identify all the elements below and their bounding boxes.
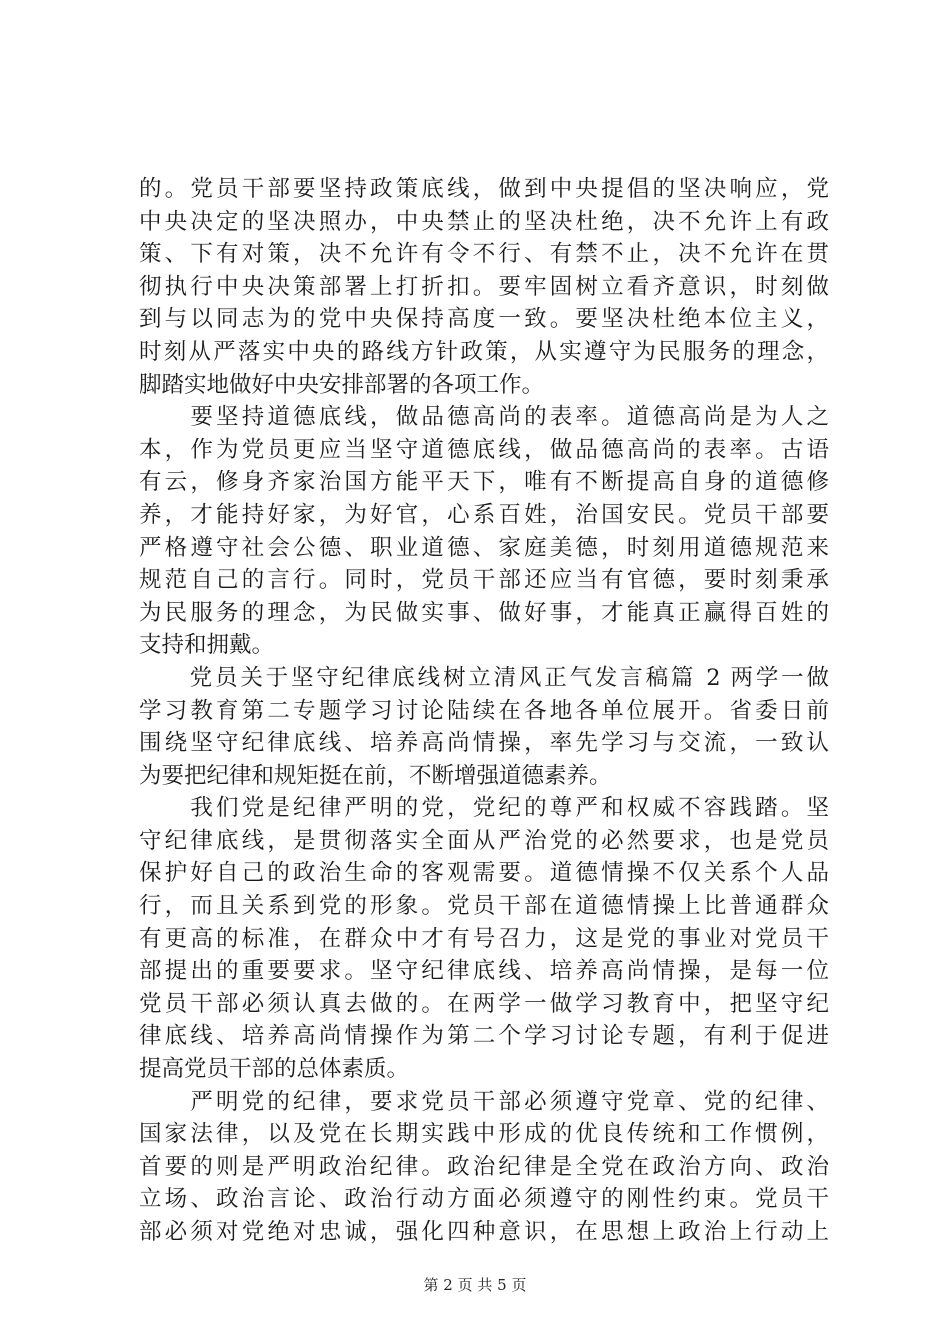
text-line: 时刻从严落实中央的路线方针政策，从实遵守为民服务的理念， — [139, 338, 829, 365]
text-line: 学习教育第二专题学习讨论陆续在各地各单位展开。省委日前 — [139, 697, 829, 724]
text-line: 律底线、培养高尚情操作为第二个学习讨论专题，有利于促进 — [139, 1023, 829, 1050]
text-line: 养，才能持好家，为好官，心系百姓，治国安民。党员干部要 — [139, 501, 829, 528]
text-line: 守纪律底线，是贯彻落实全面从严治党的必然要求，也是党员 — [139, 827, 829, 854]
text-line: 围绕坚守纪律底线、培养高尚情操，率先学习与交流，一致认 — [139, 730, 829, 757]
text-line: 国家法律，以及党在长期实践中形成的优良传统和工作惯例， — [139, 1121, 829, 1148]
text-line: 有云，修身齐家治国方能平天下，唯有不断提高自身的道德修 — [139, 469, 829, 496]
text-line: 中央决定的坚决照办，中央禁止的坚决杜绝，决不允许上有政 — [139, 208, 829, 235]
text-line: 提高党员干部的总体素质。 — [139, 1056, 410, 1083]
text-line: 到与以同志为的党中央保持高度一致。要坚决杜绝本位主义， — [139, 306, 829, 333]
text-line: 党员干部必须认真去做的。在两学一做学习教育中，把坚守纪 — [139, 990, 829, 1017]
text-line: 本，作为党员更应当坚守道德底线，做品德高尚的表率。古语 — [139, 436, 829, 463]
text-line: 部必须对党绝对忠诚，强化四种意识，在思想上政治上行动上 — [139, 1219, 829, 1245]
text-line: 党员关于坚守纪律底线树立清风正气发言稿篇 2 两学一做 — [139, 664, 829, 691]
text-line: 要坚持道德底线，做品德高尚的表率。道德高尚是为人之 — [139, 404, 829, 431]
document-body — [139, 173, 829, 1249]
paragraph — [139, 173, 829, 401]
paragraph — [139, 401, 829, 662]
text-line: 为要把纪律和规矩挺在前，不断增强道德素养。 — [139, 762, 612, 789]
text-line: 首要的则是严明政治纪律。政治纪律是全党在政治方向、政治 — [139, 1153, 829, 1180]
text-line: 规范自己的言行。同时，党员干部还应当有官德，要时刻秉承 — [139, 567, 829, 594]
text-line: 为民服务的理念，为民做实事、做好事，才能真正赢得百姓的 — [139, 599, 829, 626]
text-line: 保护好自己的政治生命的客观需要。道德情操不仅关系个人品 — [139, 860, 829, 887]
text-line: 严明党的纪律，要求党员干部必须遵守党章、党的纪律、 — [139, 1088, 829, 1115]
text-line: 严格遵守社会公德、职业道德、家庭美德，时刻用道德规范来 — [139, 534, 829, 561]
text-line: 彻执行中央决策部署上打折扣。要牢固树立看齐意识，时刻做 — [139, 273, 829, 300]
page-footer: 第 2 页 共 5 页 — [423, 1276, 527, 1294]
paragraph — [139, 792, 829, 1085]
text-line: 立场、政治言论、政治行动方面必须遵守的刚性约束。党员干 — [139, 1186, 829, 1213]
text-line: 的。党员干部要坚持政策底线，做到中央提倡的坚决响应，党 — [139, 176, 829, 202]
text-line: 我们党是纪律严明的党，党纪的尊严和权威不容践踏。坚 — [139, 795, 829, 822]
paragraph — [139, 662, 829, 792]
text-line: 脚踏实地做好中央安排部署的各项工作。 — [139, 371, 545, 398]
text-line: 部提出的重要要求。坚守纪律底线、培养高尚情操，是每一位 — [139, 958, 829, 985]
text-line: 支持和拥戴。 — [139, 632, 275, 659]
text-line: 行，而且关系到党的形象。党员干部在道德情操上比普通群众 — [139, 893, 829, 920]
text-line: 有更高的标准，在群众中才有号召力，这是党的事业对党员干 — [139, 925, 829, 952]
text-line: 策、下有对策，决不允许有令不行、有禁不止，决不允许在贯 — [139, 241, 829, 268]
paragraph — [139, 1086, 829, 1249]
